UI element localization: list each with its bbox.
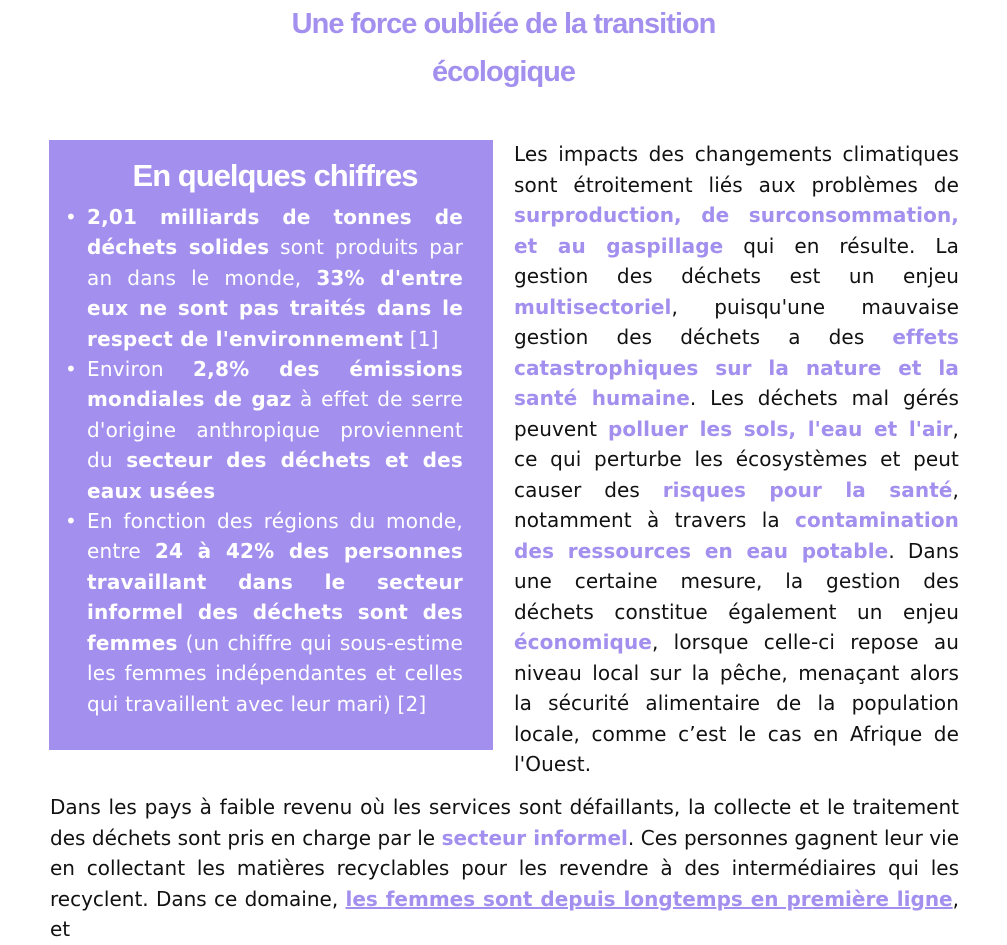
figure-text: 24 à 42% des personnes travaillant dans le secteur informel des déchets sont des femmes	[87, 539, 463, 655]
right-column-paragraph	[514, 139, 959, 780]
body-text: , puisqu'une mauvaise gestion des déchets a des	[514, 294, 959, 349]
figure-text: secteur des déchets et des eaux usées	[87, 448, 463, 503]
highlight-text: secteur informel	[441, 825, 628, 850]
body-text: . Dans une certaine mesure, la gestion des déchets constitue également un enjeu	[514, 538, 960, 624]
figure-text: à effet de serre d'origine anthropique proviennent du	[87, 387, 463, 473]
figure-text: En fonction des régions du monde, entre	[87, 509, 463, 564]
bullet-icon: •	[65, 509, 77, 534]
highlight-text: économique	[514, 630, 652, 654]
highlight-text: les femmes sont depuis longtemps en première ligne	[345, 886, 953, 911]
body-text: qui en résulte. La gestion des déchets est un enjeu	[514, 233, 959, 288]
highlight-text: risques pour la santé	[662, 477, 953, 502]
body-text: , et	[50, 886, 959, 941]
figure-text: Environ	[87, 357, 194, 382]
list-item	[65, 202, 463, 354]
figure-text: (un chiffre qui sous-estime les femmes indépendantes et celles qui travaillent avec leur mari) [2]	[87, 630, 463, 716]
body-text: . Les déchets mal gérés peuvent	[514, 386, 959, 441]
body-text: , ce qui perturbe les écosystèmes et peut causer des	[514, 416, 959, 502]
page-title-line-2: écologique	[431, 56, 576, 88]
body-text: , notamment à travers la	[514, 477, 959, 532]
body-text: Les impacts des changements climatiques sont étroitement liés aux problèmes de	[514, 142, 959, 197]
highlight-text: polluer les sols, l'eau et l'air	[607, 416, 953, 441]
figure-text: sont produits par an dans le monde,	[87, 235, 463, 290]
body-text: , lorsque celle-ci repose au niveau local sur la pêche, menaçant alors la sécurité alimentaire de la population locale, comme c’est le cas en Afrique de l'Ouest.	[514, 630, 959, 776]
page-title-line-1: Une force oubliée de la transition	[291, 8, 716, 40]
figure-text: 2,01 milliards de tonnes de déchets solides	[87, 205, 463, 260]
citation: [1]	[403, 326, 439, 351]
body-text: . Ces personnes gagnent leur vie en collectant les matières recyclables pour les revendre à des intermédiaires qui les recyclent. Dans ce domaine,	[50, 825, 960, 911]
figure-text: 2,8% des émissions mondiales de gaz	[87, 357, 463, 412]
list-item	[65, 354, 463, 506]
figure-text: 33% d'entre eux ne sont pas traités dans le respect de l'environnement	[87, 265, 463, 351]
list-item	[65, 506, 463, 719]
page-title	[0, 0, 1007, 96]
body-text: Dans les pays à faible revenu où les services sont défaillants, la collecte et le traitement des déchets sont pris en charge par le	[50, 795, 959, 850]
highlight-text: contamination des ressources en eau potable	[514, 508, 959, 563]
bottom-paragraph	[50, 792, 959, 945]
highlight-text: effets catastrophiques sur la nature et la santé humaine	[514, 325, 959, 410]
highlight-text: multisectoriel	[514, 294, 672, 319]
key-figures-box	[49, 140, 493, 750]
key-figures-list	[65, 202, 463, 719]
bullet-icon: •	[65, 205, 77, 229]
key-figures-heading: En quelques chiffres	[132, 158, 418, 193]
highlight-text: surproduction, de surconsommation, et au gaspillage	[514, 203, 959, 258]
bullet-icon: •	[65, 357, 77, 382]
